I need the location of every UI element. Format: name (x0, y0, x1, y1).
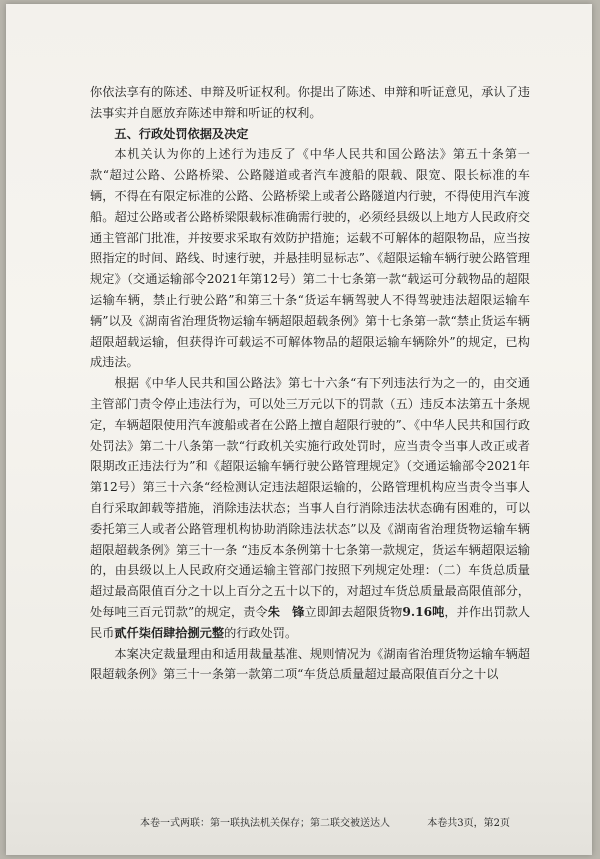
paragraph-penalty (90, 373, 530, 643)
penalty-text-4: 的行政处罚。 (224, 625, 298, 640)
penalty-text-1: 根据《中华人民共和国公路法》第七十六条“有下列违法行为之一的，由交通主管部门责令停止违法行为，可以处三万元以下的罚款（五）违反本法第五十条规定，车辆超限使用汽车渡船或者在公路上擅自超限行驶的”、《中华人民共和国行政处罚法》第二十八条第一款“行政机关实施行政处罚时，应当责令当事人改正或者限期改正违法行为”和《超限运输车辆行驶公路管理规定》（交通运输部令2021年第12号）第三十六条“经检测认定违法超限运输的，公路管理机构应当责令当事人自行采取卸载等措施，消除违法状态；当事人自行消除违法状态确有困难的，可以委托第三人或者公路管理机构协助消除违法状态”以及《湖南省治理货物运输车辆超限超载条例》第三十一条 “违反本条例第十七条第一款规定，货运车辆超限运输的，由县级以上人民政府交通运输主管部门按照下列规定处理：（二）车货总质量超过最高限值百分之十以上百分之五十以下的，对超过车货总质量最高限值部分，处每吨三百元罚款”的规定，责令 (90, 376, 530, 619)
penalty-text-2: 立即卸去超限货物 (304, 604, 403, 619)
party-name: 朱 锋 (267, 604, 305, 619)
fine-amount: 贰仟柒佰肆拾捌元整 (114, 625, 225, 640)
document-body (90, 82, 530, 685)
overload-weight: 9.16吨 (402, 604, 445, 619)
paragraph-violation: 本机关认为你的上述行为违反了《中华人民共和国公路法》第五十条第一款“超过公路、公路桥梁、公路隧道或者汽车渡船的限载、限宽、限长标准的车辆，不得在有限定标准的公路、公路桥梁上或者公路隧道内行驶，不得使用汽车渡船。超过公路或者公路桥梁限载标准确需行驶的，必须经县级以上地方人民政府交通主管部门批准，并按要求采取有效防护措施；运载不可解体的超限物品，应当按照指定的时间、路线、时速行驶，并悬挂明显标志”、《超限运输车辆行驶公路管理规定》（交通运输部令2021年第12号）第二十七条第一款“载运可分载物品的超限运输车辆，禁止行驶公路”和第三十条“货运车辆驾驶人不得驾驶违法超限运输车辆”以及《湖南省治理货物运输车辆超限超载条例》第十七条第一款“禁止货运车辆超限超载运输，但获得许可载运不可解体物品的超限运输车辆除外”的规定，已构成违法。 (90, 147, 530, 370)
document-page (6, 4, 592, 855)
penalty-text-3: ，并作出罚款人民币 (90, 604, 531, 640)
paragraph-discretion: 本案决定裁量理由和适用裁量基准、规则情况为《湖南省治理货物运输车辆超限超载条例》第三十一条第一款第二项“车货总质量超过最高限值百分之十以 (90, 646, 530, 682)
section-heading: 五、行政处罚依据及决定 (114, 126, 249, 141)
paragraph-rights: 你依法享有的陈述、申辩及听证权利。你提出了陈述、申辩和听证意见，承认了违法事实并自愿放弃陈述申辩和听证的权利。 (90, 85, 530, 120)
footer-page-number: 本卷共3页，第2页 (427, 818, 510, 829)
footer-copies-note: 本卷一式两联：第一联执法机关保存；第二联交被送达人 (140, 818, 390, 829)
